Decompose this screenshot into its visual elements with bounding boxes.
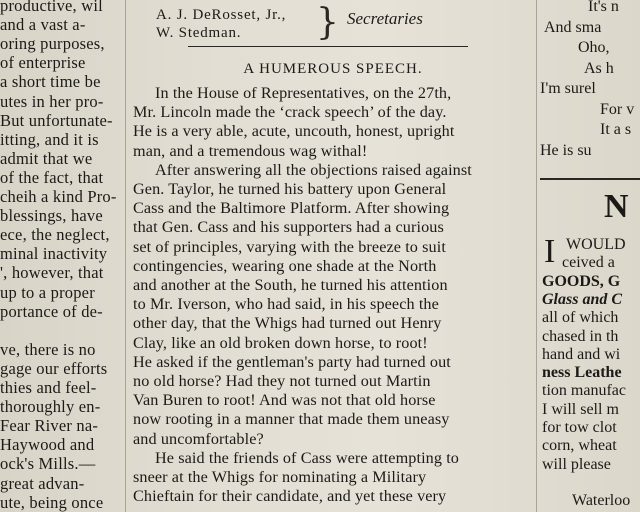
- left-column-line: ve, there is no: [0, 339, 96, 359]
- left-column-line: ock's Mills.—: [0, 454, 96, 474]
- left-column-line: ece, the neglect,: [0, 225, 110, 245]
- article-line: man, and a tremendous wag withal!: [133, 141, 368, 160]
- advert-line: chased in th: [542, 327, 619, 345]
- right-column-line: Oho,: [578, 39, 610, 56]
- article-line: other day, that the Whigs had turned out Henry: [133, 314, 442, 333]
- right-column-line: It a s: [600, 121, 632, 138]
- left-column-line: oring purposes,: [0, 34, 105, 54]
- left-column-line: up to a proper: [0, 282, 95, 302]
- left-column-line: a short time be: [0, 72, 101, 92]
- advert-line: for tow clot: [542, 419, 617, 436]
- left-column-line: Haywood and: [0, 435, 95, 455]
- article-line: Chieftain for their candidate, and yet these very: [133, 487, 447, 506]
- advert-line: ness Leathe: [542, 364, 622, 382]
- secretary-name-2: W. Stedman.: [156, 25, 242, 41]
- left-column-line: utes in her pro-: [0, 91, 104, 111]
- advert-heading-letter: N: [604, 188, 631, 225]
- advert-line: all of which: [542, 309, 619, 327]
- right-column-line: As h: [584, 59, 614, 77]
- left-column-line: ute, being once: [0, 492, 104, 512]
- advert-line: tion manufac: [542, 382, 626, 400]
- secretaries-brace: }: [316, 2, 339, 43]
- secretary-name-1: A. J. DeRosset, Jr.,: [156, 7, 287, 23]
- advert-line: Glass and C: [542, 290, 623, 308]
- article-line: set of principles, varying with the breeze to suit: [133, 237, 446, 256]
- article-line: Cass and the Baltimore Platform. After showing: [133, 199, 450, 218]
- secretaries-label: Secretaries: [347, 9, 423, 28]
- article-line: to Mr. Iverson, who had said, in his speech the: [133, 295, 439, 314]
- article-line: contingencies, wearing one shade at the North: [133, 256, 437, 275]
- left-column-line: Fear River na-: [0, 416, 99, 436]
- article-body: [133, 0, 533, 512]
- article-line: and another at the South, he turned his attention: [133, 276, 448, 294]
- left-column-line: cheih a kind Pro-: [0, 187, 117, 206]
- advert-line: GOODS, G: [542, 272, 621, 290]
- article-line: no old horse? Had they not turned out Martin: [133, 372, 431, 390]
- left-column-line: of the fact, that: [0, 167, 104, 187]
- left-column-line: productive, wil: [0, 0, 103, 15]
- left-column: [0, 0, 120, 512]
- advert-line: corn, wheat: [542, 437, 617, 455]
- advert-line: I will sell m: [542, 400, 619, 418]
- left-column-line: ', however, that: [0, 263, 104, 283]
- left-column-line: gage our efforts: [0, 358, 108, 378]
- left-column-line: admit that we: [0, 148, 93, 168]
- right-column-line: He is su: [540, 141, 592, 159]
- article-line: now rooting in a manner that made them uneasy: [133, 410, 450, 429]
- right-column-line: It's n: [588, 0, 619, 15]
- article-heading: A HUMEROUS SPEECH.: [243, 61, 423, 77]
- left-column-line: of enterprise: [0, 53, 86, 73]
- advert-line: ceived a: [562, 254, 615, 272]
- left-column-line: minal inactivity: [0, 244, 108, 264]
- article-line: In the House of Representatives, on the 27th,: [155, 84, 452, 102]
- right-column-line: And sma: [544, 18, 602, 36]
- column-rule-left: [125, 0, 126, 512]
- article-line: Clay, like an old broken down horse, to root!: [133, 333, 428, 352]
- left-column-line: great advan-: [0, 473, 85, 493]
- article-line: and uncomfortable?: [133, 429, 264, 448]
- article-line: that Gen. Cass and his supporters had a curious: [133, 218, 444, 237]
- left-column-line: portance of de-: [0, 301, 103, 321]
- advert-line: hand and wi: [542, 345, 621, 363]
- left-column-line: thoroughly en-: [0, 397, 101, 417]
- article-line: He said the friends of Cass were attempting to: [155, 448, 459, 467]
- article-line: Gen. Taylor, he turned his battery upon General: [133, 180, 447, 198]
- article-line: Van Buren to root! And was not that old horse: [133, 391, 436, 410]
- advert-drop-cap: I: [544, 233, 556, 270]
- left-column-line: thies and feel-: [0, 378, 97, 397]
- advert-line: Waterloo: [572, 492, 631, 510]
- advert-line: WOULD: [566, 236, 626, 253]
- article-line: He asked if the gentleman's party had turned out: [133, 352, 451, 371]
- advert-divider: [540, 178, 640, 180]
- left-column-line: blessings, have: [0, 206, 103, 226]
- advert-line: will please: [542, 455, 611, 473]
- left-column-line: and a vast a-: [0, 15, 86, 35]
- left-column-line: But unfortunate-: [0, 110, 113, 130]
- article-line: sneer at the Whigs for nominating a Military: [133, 468, 427, 486]
- left-column-line: itting, and it is: [0, 129, 99, 149]
- article-line: After answering all the objections raised against: [155, 160, 472, 179]
- right-column-line: I'm surel: [540, 80, 596, 97]
- right-column-line: For v: [600, 100, 635, 118]
- column-rule-right: [536, 0, 537, 512]
- article-line: Mr. Lincoln made the ‘crack speech’ of the day.: [133, 103, 447, 122]
- article-line: He is a very able, acute, uncouth, honest, upright: [133, 122, 455, 141]
